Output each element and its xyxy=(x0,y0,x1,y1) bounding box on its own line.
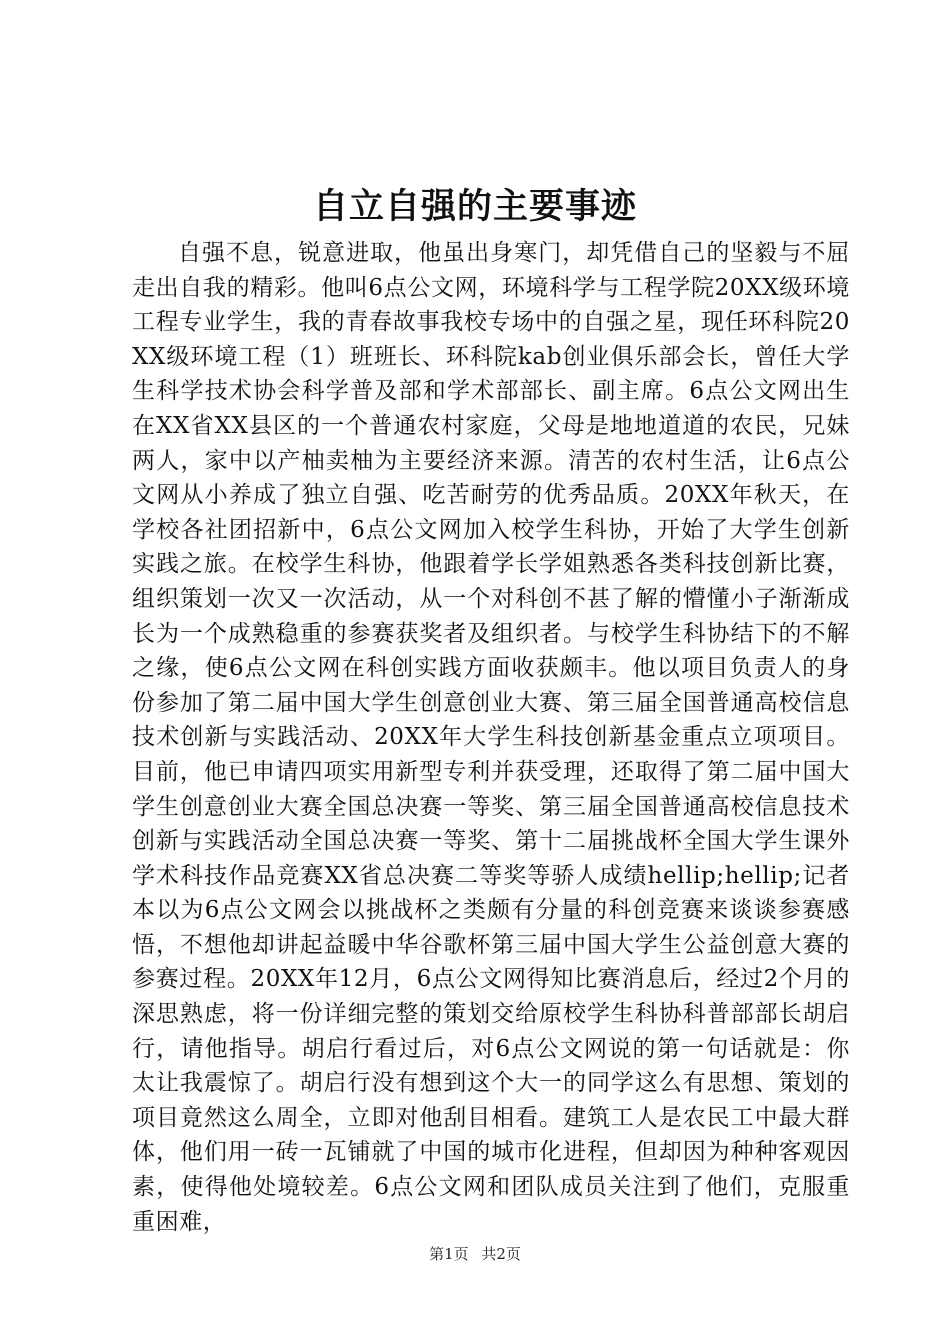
page-footer xyxy=(0,1244,950,1264)
page-number-label: 第1页 xyxy=(429,1245,469,1263)
total-pages-label: 共2页 xyxy=(481,1245,521,1263)
document-title: 自立自强的主要事迹 xyxy=(312,186,637,227)
document-body-paragraph: 自强不息，锐意进取，他虽出身寒门，却凭借自己的坚毅与不屈走出自我的精彩。他叫6点公文网，环境科学与工程学院20XX级环境工程专业学生，我的青春故事我校专场中的自强之星，现任环科院20XX级环境工程（1）班班长、环科院kab创业俱乐部会长，曾任大学生科学技术协会科学普及部和学术部部长、副主席。6点公文网出生在XX省XX县区的一个普通农村家庭，父母是地地道道的农民，兄妹两人，家中以产柚卖柚为主要经济来源。清苦的农村生活，让6点公文网从小养成了独立自强、吃苦耐劳的优秀品质。20XX年秋天，在学校各社团招新中，6点公文网加入校学生科协，开始了大学生创新实践之旅。在校学生科协，他跟着学长学姐熟悉各类科技创新比赛，组织策划一次又一次活动，从一个对科创不甚了解的懵懂小子渐渐成长为一个成熟稳重的参赛获奖者及组织者。与校学生科协结下的不解之缘，使6点公文网在科创实践方面收获颇丰。他以项目负责人的身份参加了第二届中国大学生创意创业大赛、第三届全国普通高校信息技术创新与实践活动、20XX年大学生科技创新基金重点立项项目。目前，他已申请四项实用新型专利并获受理，还取得了第二届中国大学生创意创业大赛全国总决赛一等奖、第三届全国普通高校信息技术创新与实践活动全国总决赛一等奖、第十二届挑战杯全国大学生课外学术科技作品竞赛XX省总决赛二等奖等骄人成绩hellip;hellip;记者本以为6点公文网会以挑战杯之类颇有分量的科创竞赛来谈谈参赛感悟，不想他却讲起益暖中华谷歌杯第三届中国大学生公益创意大赛的参赛过程。20XX年12月，6点公文网得知比赛消息后，经过2个月的深思熟虑，将一份详细完整的策划交给原校学生科协科普部部长胡启行，请他指导。胡启行看过后，对6点公文网说的第一句话就是：你太让我震惊了。胡启行没有想到这个大一的同学这么有思想、策划的项目竟然这么周全，立即对他刮目相看。建筑工人是农民工中最大群体，他们用一砖一瓦铺就了中国的城市化进程，但却因为种种客观因素，使得他处境较差。6点公文网和团队成员关注到了他们，克服重重困难， xyxy=(132,240,850,1235)
